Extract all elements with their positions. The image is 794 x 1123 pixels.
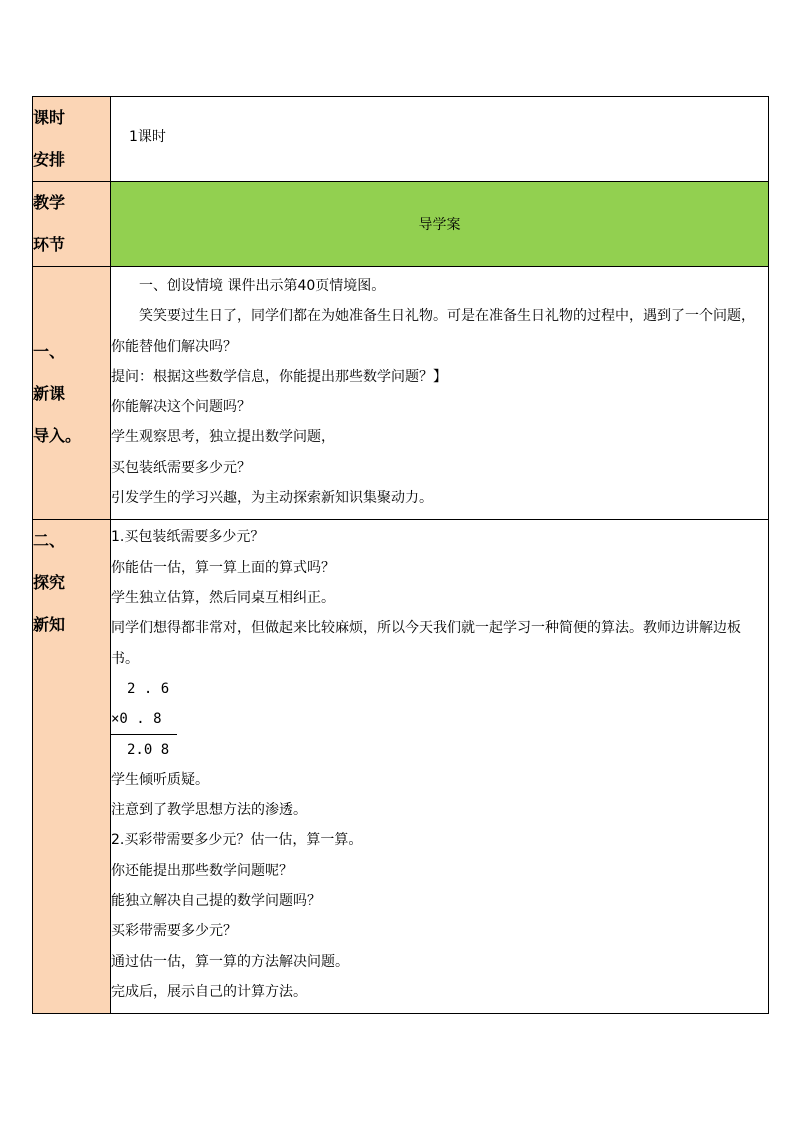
paragraph: 你能解决这个问题吗？ [111,399,251,416]
label-line: 教学 [33,193,66,212]
row-lesson-arrangement [33,97,769,182]
paragraph: 笑笑要过生日了，同学们都在为她准备生日礼物。可是在准备生日礼物的过程中，遇到了一个问题，你能替他们解决吗？ [111,308,755,355]
row-label [33,520,111,1014]
row-label [33,182,111,267]
product: 2.0 8 [127,741,170,758]
label-line: 新知 [33,615,66,635]
paragraph: 引发学生的学习兴趣，为主动探索新知识集聚动力。 [111,490,433,507]
label-line: 新课 [33,384,66,403]
label-line: 探究 [33,573,66,593]
paragraph: 1.买包装纸需要多少元？ [111,529,265,546]
label-line: 安排 [33,150,66,169]
paragraph: 买彩带需要多少元？ [111,923,237,940]
row-label [33,267,111,520]
paragraph: 你能估一估，算一算上面的算式吗？ [111,559,335,576]
paragraph: 学生倾听质疑。 [111,771,209,788]
paragraph: 买包装纸需要多少元？ [111,459,251,476]
paragraph: 注意到了教学思想方法的渗透。 [111,802,307,819]
lesson-plan-table [32,96,769,1014]
paragraph: 学生独立估算，然后同桌互相纠正。 [111,589,335,606]
row-content [111,520,769,1014]
row-content [111,267,769,520]
guide-plan-heading: 导学案 [418,217,461,233]
label-line: 课时 [33,108,66,127]
label-line: 环节 [33,235,66,254]
paragraph: 提问：根据这些数学信息，你能提出那些数学问题？】 [111,368,447,385]
row-new-lesson-intro [33,267,769,520]
paragraph: 学生观察思考，独立提出数学问题， [111,429,335,446]
paragraph: 同学们想得都非常对，但做起来比较麻烦，所以今天我们就一起学习一种简便的算法。教师边讲解边板书。 [111,620,741,667]
header-cell [111,182,769,267]
paragraph: 你还能提出那些数学问题呢？ [111,862,293,879]
lesson-count: 1课时 [129,129,166,145]
row-label [33,97,111,182]
multiplier: ×0 . 8 [111,710,162,727]
label-line: 一、 [33,342,66,361]
paragraph: 完成后，展示自己的计算方法。 [111,983,307,1000]
multiplicand: 2 . 6 [127,680,170,697]
label-line: 二、 [33,531,66,551]
row-teaching-stage [33,182,769,267]
paragraph: 能独立解决自己提的数学问题吗？ [111,893,321,910]
row-explore-new-knowledge [33,520,769,1014]
row-content [111,97,769,182]
paragraph: 一、创设情境 课件出示第40页情境图。 [139,278,386,294]
paragraph: 2.买彩带需要多少元？估一估，算一算。 [111,832,363,849]
vertical-multiplication [111,674,768,765]
label-line: 导入。 [33,426,82,445]
paragraph: 通过估一估，算一算的方法解决问题。 [111,953,349,970]
